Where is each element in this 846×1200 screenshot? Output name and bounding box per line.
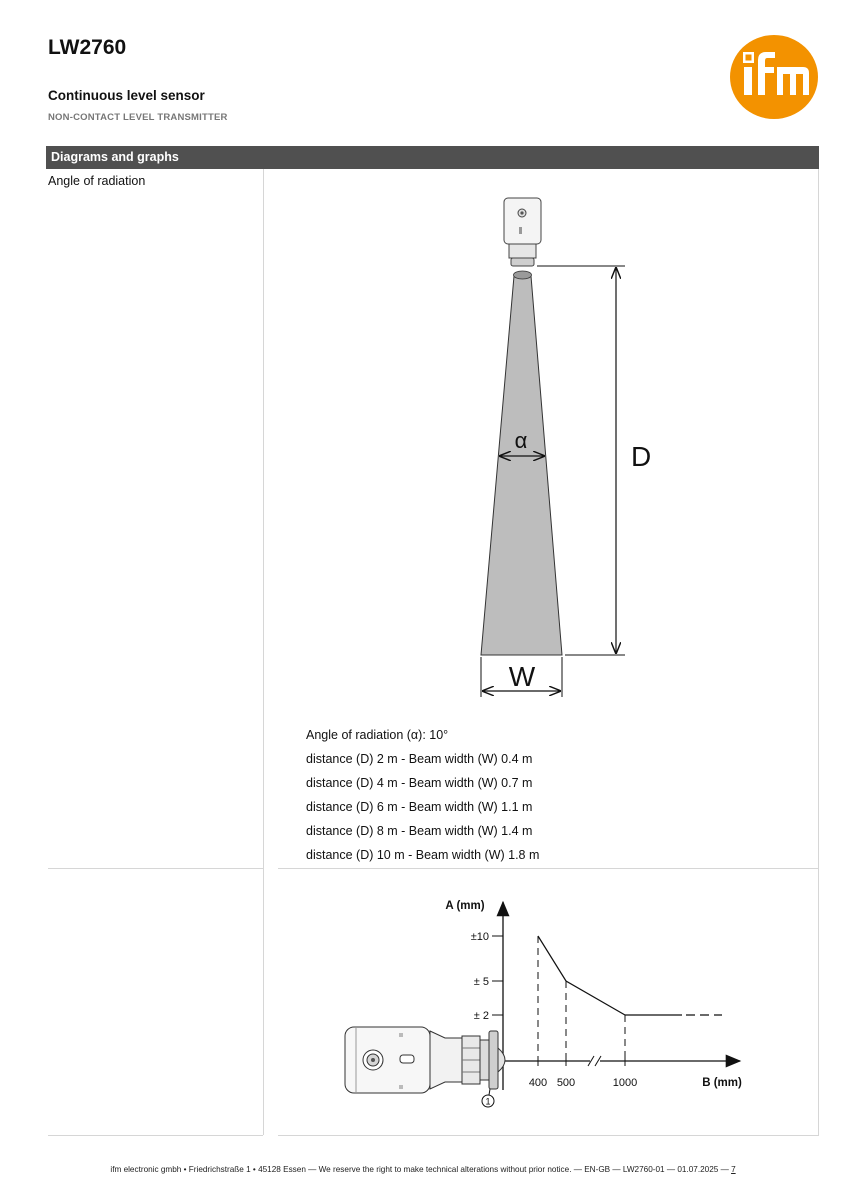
spec-distance-8m: distance (D) 8 m - Beam width (W) 1.4 m bbox=[306, 824, 533, 838]
accuracy-series bbox=[538, 936, 722, 1061]
sensor-drawing bbox=[504, 198, 541, 266]
y-ticks bbox=[471, 931, 503, 1022]
y-tick-label: ±10 bbox=[470, 931, 489, 943]
row-divider bbox=[48, 1135, 263, 1136]
row-divider bbox=[278, 1135, 819, 1136]
callout-number: 1 bbox=[485, 1096, 491, 1107]
column-divider bbox=[263, 869, 264, 1135]
spec-distance-6m: distance (D) 6 m - Beam width (W) 1.1 m bbox=[306, 800, 533, 814]
sensor-side-view bbox=[345, 1027, 505, 1093]
ifm-logo bbox=[729, 34, 819, 120]
beam-width-w-label: W bbox=[508, 661, 536, 692]
product-category: NON-CONTACT LEVEL TRANSMITTER bbox=[48, 112, 228, 123]
column-divider-right bbox=[818, 169, 819, 869]
column-divider-right bbox=[818, 869, 819, 1135]
accuracy-line bbox=[538, 936, 625, 1015]
page-footer bbox=[0, 1165, 846, 1174]
accuracy-chart bbox=[330, 880, 770, 1120]
y-tick-label: ± 2 bbox=[473, 1010, 489, 1022]
radiation-cone-diagram bbox=[460, 190, 660, 710]
x-tick-label: 1000 bbox=[612, 1077, 638, 1089]
section-header: Diagrams and graphs bbox=[46, 146, 819, 169]
x-tick-label: 400 bbox=[528, 1077, 548, 1089]
spec-distance-4m: distance (D) 4 m - Beam width (W) 0.7 m bbox=[306, 776, 533, 790]
distance-d-label: D bbox=[631, 441, 652, 472]
product-code-title: LW2760 bbox=[48, 36, 127, 59]
x-axis-label: B (mm) bbox=[702, 1077, 742, 1089]
footer-text: ifm electronic gmbh • Friedrichstraße 1 • 45128 Essen — We reserve the right to make technical alterations without prior notice. — EN-GB — LW2760-01 — 01.07.2025 — bbox=[110, 1165, 729, 1174]
page-number: 7 bbox=[731, 1165, 736, 1174]
x-tick-label: 500 bbox=[556, 1077, 576, 1089]
angle-of-radiation-label: Angle of radiation bbox=[48, 174, 146, 188]
spec-angle: Angle of radiation (α): 10° bbox=[306, 728, 449, 742]
y-axis-label: A (mm) bbox=[445, 900, 485, 912]
row-divider bbox=[48, 868, 263, 869]
alpha-label: α bbox=[514, 428, 528, 453]
product-name: Continuous level sensor bbox=[48, 88, 205, 103]
y-tick-label: ± 5 bbox=[473, 976, 489, 988]
spec-distance-2m: distance (D) 2 m - Beam width (W) 0.4 m bbox=[306, 752, 533, 766]
column-divider bbox=[263, 169, 264, 869]
row-divider bbox=[278, 868, 819, 869]
spec-distance-10m: distance (D) 10 m - Beam width (W) 1.8 m bbox=[306, 848, 540, 862]
